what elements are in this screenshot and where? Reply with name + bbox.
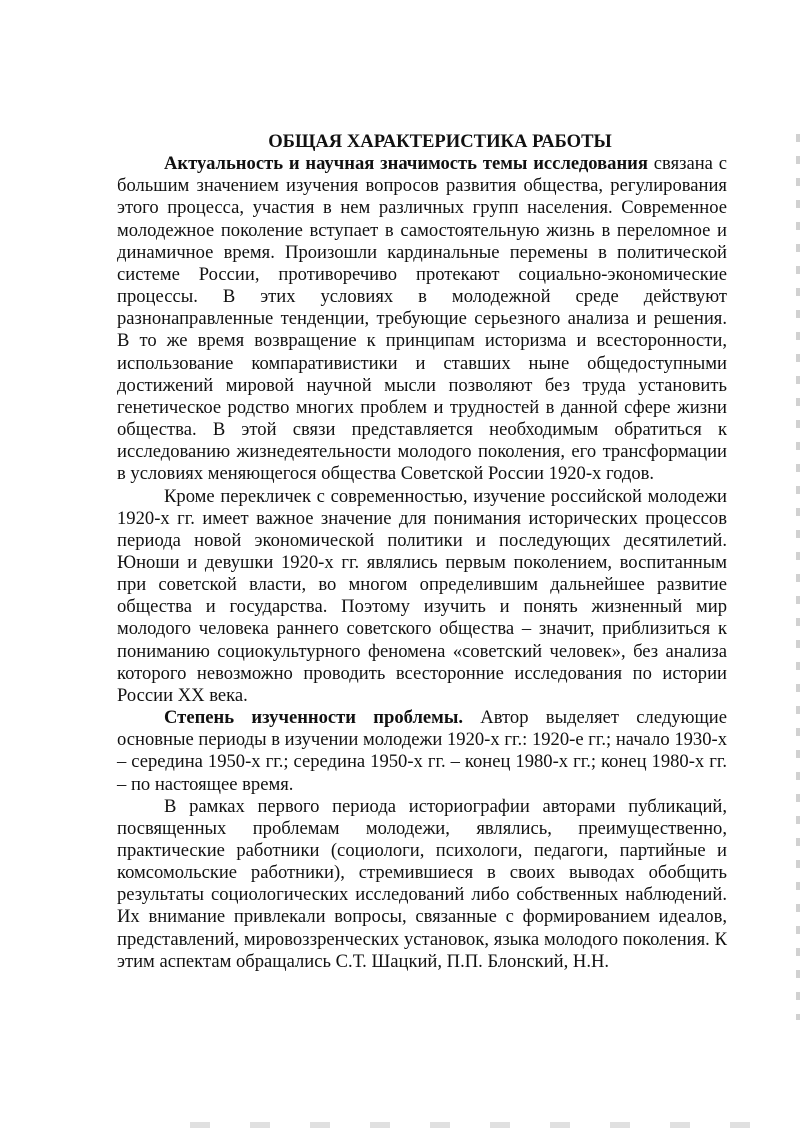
- paragraph-text: Автор выделяет следующие основные периоды в изучении молодежи 1920-х гг.: 1920-е гг.; начало 1930-х – середина 1950-х гг.; середина 1950-х гг. – конец 1980-х гг.; конец 1980-х гг. – по настоящее время.: [117, 707, 727, 795]
- scan-edge-marks: [796, 120, 800, 1020]
- paragraph-modernity: [117, 486, 727, 708]
- paragraph-text: В рамках первого периода историографии авторами публикаций, посвященных проблемам молодежи, являлись, преимущественно, практические работники (социологи, психологи, педагоги, партийные и комсомольские работники), стремившиеся в своих выводах обобщить результаты социологических исследований либо собственных наблюдений. Их внимание привлекали вопросы, связанные с формированием идеалов, представлений, мировоззренческих установок, языка молодого поколения. К этим аспектам обращались С.Т. Шацкий, П.П. Блонский, Н.Н.: [117, 795, 727, 972]
- paragraph-relevance: [117, 153, 727, 485]
- paragraph-lead: Степень изученности проблемы.: [164, 707, 464, 729]
- document-heading: ОБЩАЯ ХАРАКТЕРИСТИКА РАБОТЫ: [268, 131, 612, 152]
- scan-bottom-marks: [150, 1122, 750, 1128]
- paragraph-research-degree: [117, 707, 727, 796]
- paragraph-lead: Актуальность и научная значимость темы исследования: [164, 153, 648, 175]
- document-body: [117, 131, 727, 973]
- paragraph-first-period: [117, 796, 727, 973]
- paragraph-text: связана с большим значением изучения вопросов развития общества, регулирования этого процесса, участия в нем различных групп населения. Современное молодежное поколение вступает в самостоятельную жизнь в переломное и динамичное время. Произошли кардинальные перемены в политической системе России, противоречиво протекают социально-экономические процессы. В этих условиях в молодежной среде действуют разнонаправленные тенденции, требующие серьезного анализа и решения. В то же время возвращение к принципам историзма и всесторонности, использование компаративистики и ставших ныне общедоступными достижений мировой научной мысли позволяют без труда установить генетическое родство многих проблем и трудностей в данной сфере жизни общества. В этой связи представляется необходимым обратиться к исследованию жизнедеятельности молодого поколения, его трансформации в условиях меняющегося общества Советской России 1920-х годов.: [117, 153, 727, 485]
- paragraph-text: Кроме перекличек с современностью, изучение российской молодежи 1920-х гг. имеет важное значение для понимания исторических процессов периода новой экономической политики и последующих десятилетий. Юноши и девушки 1920-х гг. являлись первым поколением, воспитанным при советской власти, во многом определившим дальнейшее развитие общества и государства. Поэтому изучить и понять жизненный мир молодого человека раннего советского общества – значит, приблизиться к пониманию социокультурного феномена «советский человек», без анализа которого невозможно проводить всесторонние исследования по истории России XX века.: [117, 485, 727, 706]
